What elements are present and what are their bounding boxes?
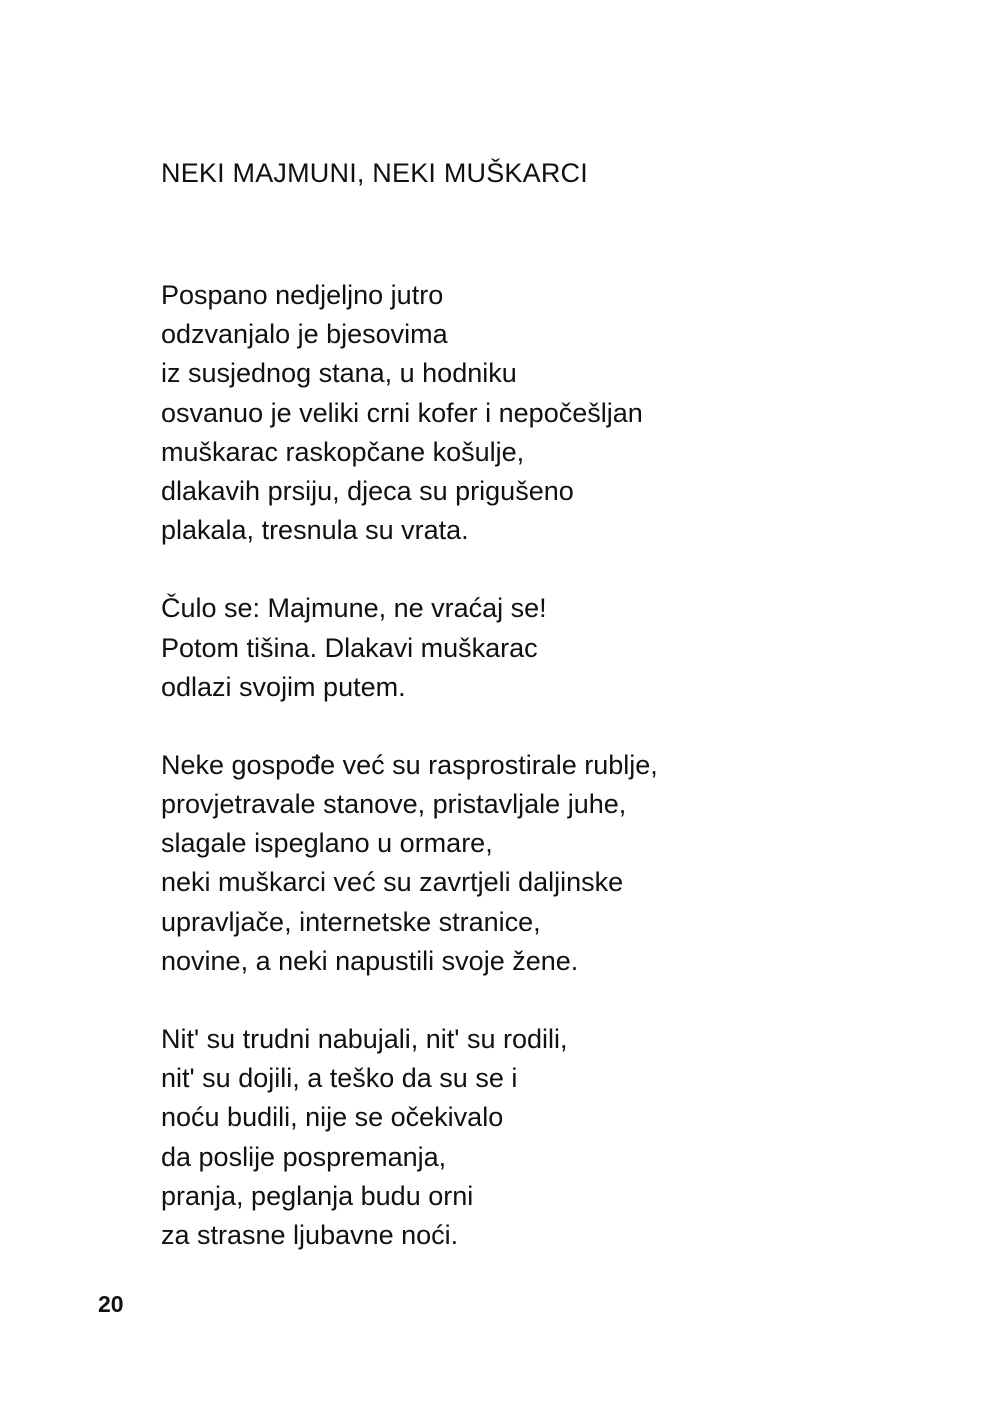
- poem-line: za strasne ljubavne noći.: [161, 1219, 459, 1250]
- page-number: 20: [98, 1291, 124, 1317]
- poem-line: Pospano nedjeljno jutro: [161, 280, 444, 310]
- stanza-2: [161, 589, 658, 707]
- poem-line: novine, a neki napustili svoje žene.: [161, 945, 579, 976]
- poem-line: provjetravale stanove, pristavljale juhe,: [161, 789, 627, 820]
- poem-line: nit' su dojili, a teško da su se i: [161, 1063, 518, 1094]
- poem-line: Čulo se: Majmune, ne vraćaj se!: [161, 593, 547, 624]
- poem-line: muškarac raskopčane košulje,: [161, 436, 525, 467]
- poem-line: upravljače, internetske stranice,: [161, 906, 541, 937]
- stanza-4: [161, 1020, 658, 1255]
- poem-line: noću budili, nije se očekivalo: [161, 1102, 504, 1133]
- poem-line: Potom tišina. Dlakavi muškarac: [161, 632, 538, 663]
- poem-line: neki muškarci već su zavrtjeli daljinske: [161, 867, 624, 898]
- poem-line: da poslije pospremanja,: [161, 1141, 447, 1172]
- poem-line: pranja, peglanja budu orni: [161, 1180, 474, 1211]
- stanza-3: [161, 746, 658, 981]
- poem-line: iz susjednog stana, u hodniku: [161, 358, 517, 389]
- poem-line: Nit' su trudni nabujali, nit' su rodili,: [161, 1024, 568, 1054]
- poem-line: osvanuo je veliki crni kofer i nepočešljan: [161, 397, 643, 428]
- poem-line: odzvanjalo je bjesovima: [161, 319, 448, 350]
- poem-line: slagale ispeglano u ormare,: [161, 828, 493, 859]
- poem-line: odlazi svojim putem.: [161, 671, 406, 702]
- poem-line: plakala, tresnula su vrata.: [161, 515, 469, 546]
- poem-line: Neke gospođe već su rasprostirale rublje,: [161, 749, 658, 780]
- poem-body: [161, 276, 658, 1294]
- stanza-1: [161, 276, 658, 550]
- poem-line: dlakavih prsiju, djeca su prigušeno: [161, 475, 574, 506]
- poem-title: NEKI MAJMUNI, NEKI MUŠKARCI: [161, 158, 588, 188]
